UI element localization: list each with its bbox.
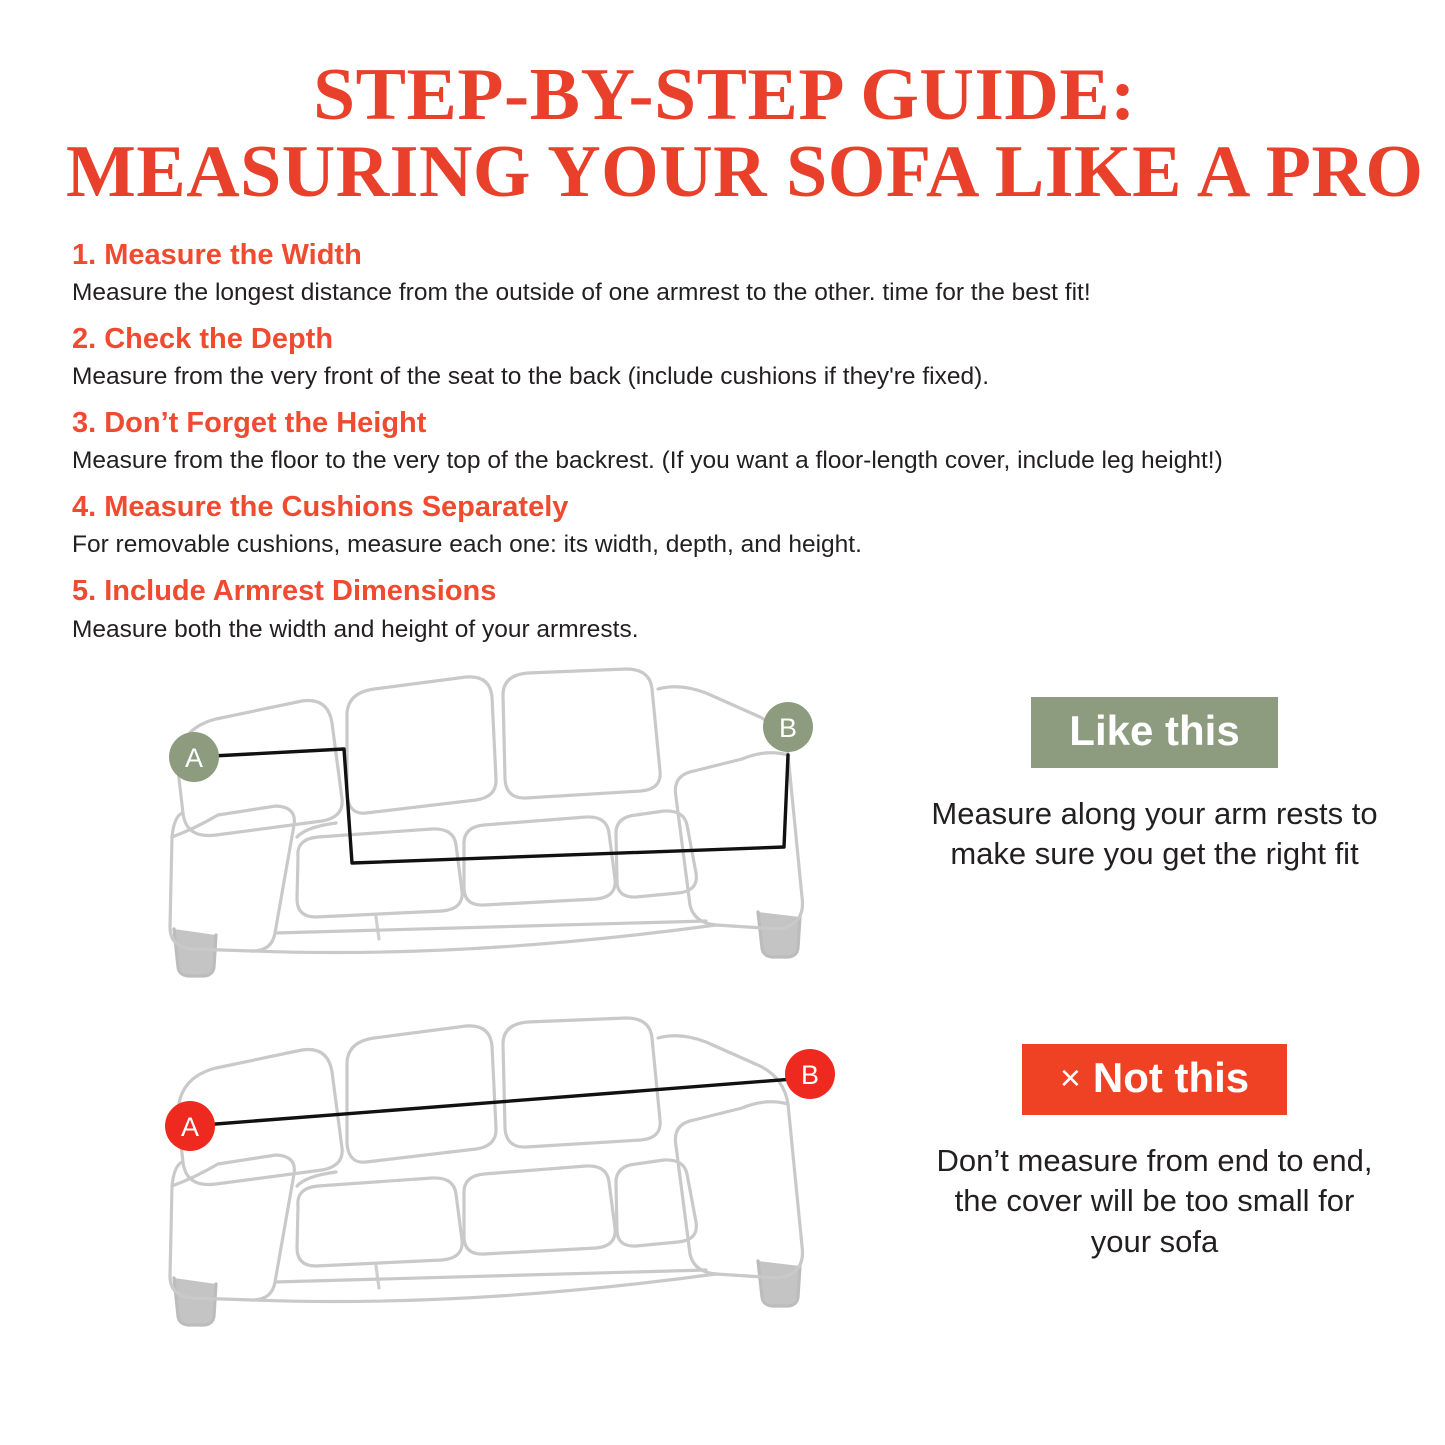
step-body: For removable cushions, measure each one: its width, depth, and height.	[72, 531, 862, 559]
illustration-area	[66, 667, 1383, 1351]
step-item	[66, 573, 1383, 645]
sofa-diagram-correct	[66, 667, 896, 1002]
step-item	[66, 489, 1383, 561]
marker-b-label: B	[800, 1060, 820, 1091]
marker-a-incorrect	[165, 1101, 215, 1151]
step-body: Measure the longest distance from the outside of one armrest to the other. time for the best fit!	[72, 279, 1091, 307]
x-icon: ×	[1059, 1057, 1081, 1099]
not-this-banner	[1022, 1044, 1287, 1114]
step-body: Measure both the width and height of your armrests.	[72, 615, 639, 643]
sofa-diagram-incorrect	[66, 1016, 896, 1351]
step-item	[66, 405, 1383, 477]
title-line-1: STEP-BY-STEP GUIDE:	[313, 54, 1136, 136]
step-heading: 1. Measure the Width	[72, 238, 362, 271]
page-title	[66, 54, 1424, 214]
marker-a-label: A	[184, 743, 204, 774]
step-heading: 4. Measure the Cushions Separately	[72, 491, 569, 524]
marker-b-label: B	[778, 713, 798, 744]
step-heading: 2. Check the Depth	[72, 323, 334, 356]
sofa-illustration-incorrect-svg	[66, 1016, 896, 1346]
step-body: Measure from the very front of the seat to the back (include cushions if they're fixed).	[72, 363, 990, 391]
bad-example-row	[66, 1016, 1383, 1351]
marker-b-incorrect	[785, 1049, 835, 1099]
measurement-line-incorrect	[190, 1078, 806, 1126]
title-line-2: MEASURING YOUR SOFA LIKE A PRO	[66, 131, 1424, 214]
not-this-label: Not this	[1092, 1054, 1250, 1102]
steps-list	[66, 237, 1383, 645]
step-heading: 3. Don’t Forget the Height	[72, 407, 427, 440]
like-this-caption: Measure along your arm rests to make sure you get the right fit	[931, 795, 1378, 872]
marker-a-label: A	[180, 1112, 200, 1143]
marker-b-correct	[763, 702, 813, 752]
good-example-text	[896, 667, 1383, 875]
sofa-illustration-correct-svg	[66, 667, 896, 997]
step-item	[66, 321, 1383, 393]
not-this-caption: Don’t measure from end to end, the cover will be too small for your sofa	[936, 1142, 1373, 1260]
bad-example-text	[896, 1016, 1383, 1263]
step-heading: 5. Include Armrest Dimensions	[72, 575, 497, 608]
marker-a-correct	[169, 732, 219, 782]
step-item	[66, 237, 1383, 309]
like-this-banner	[1031, 697, 1277, 767]
good-example-row	[66, 667, 1383, 1002]
step-body: Measure from the floor to the very top of the backrest. (If you want a floor-length cover, include leg height!)	[72, 447, 1223, 475]
like-this-label: Like this	[1069, 707, 1240, 755]
